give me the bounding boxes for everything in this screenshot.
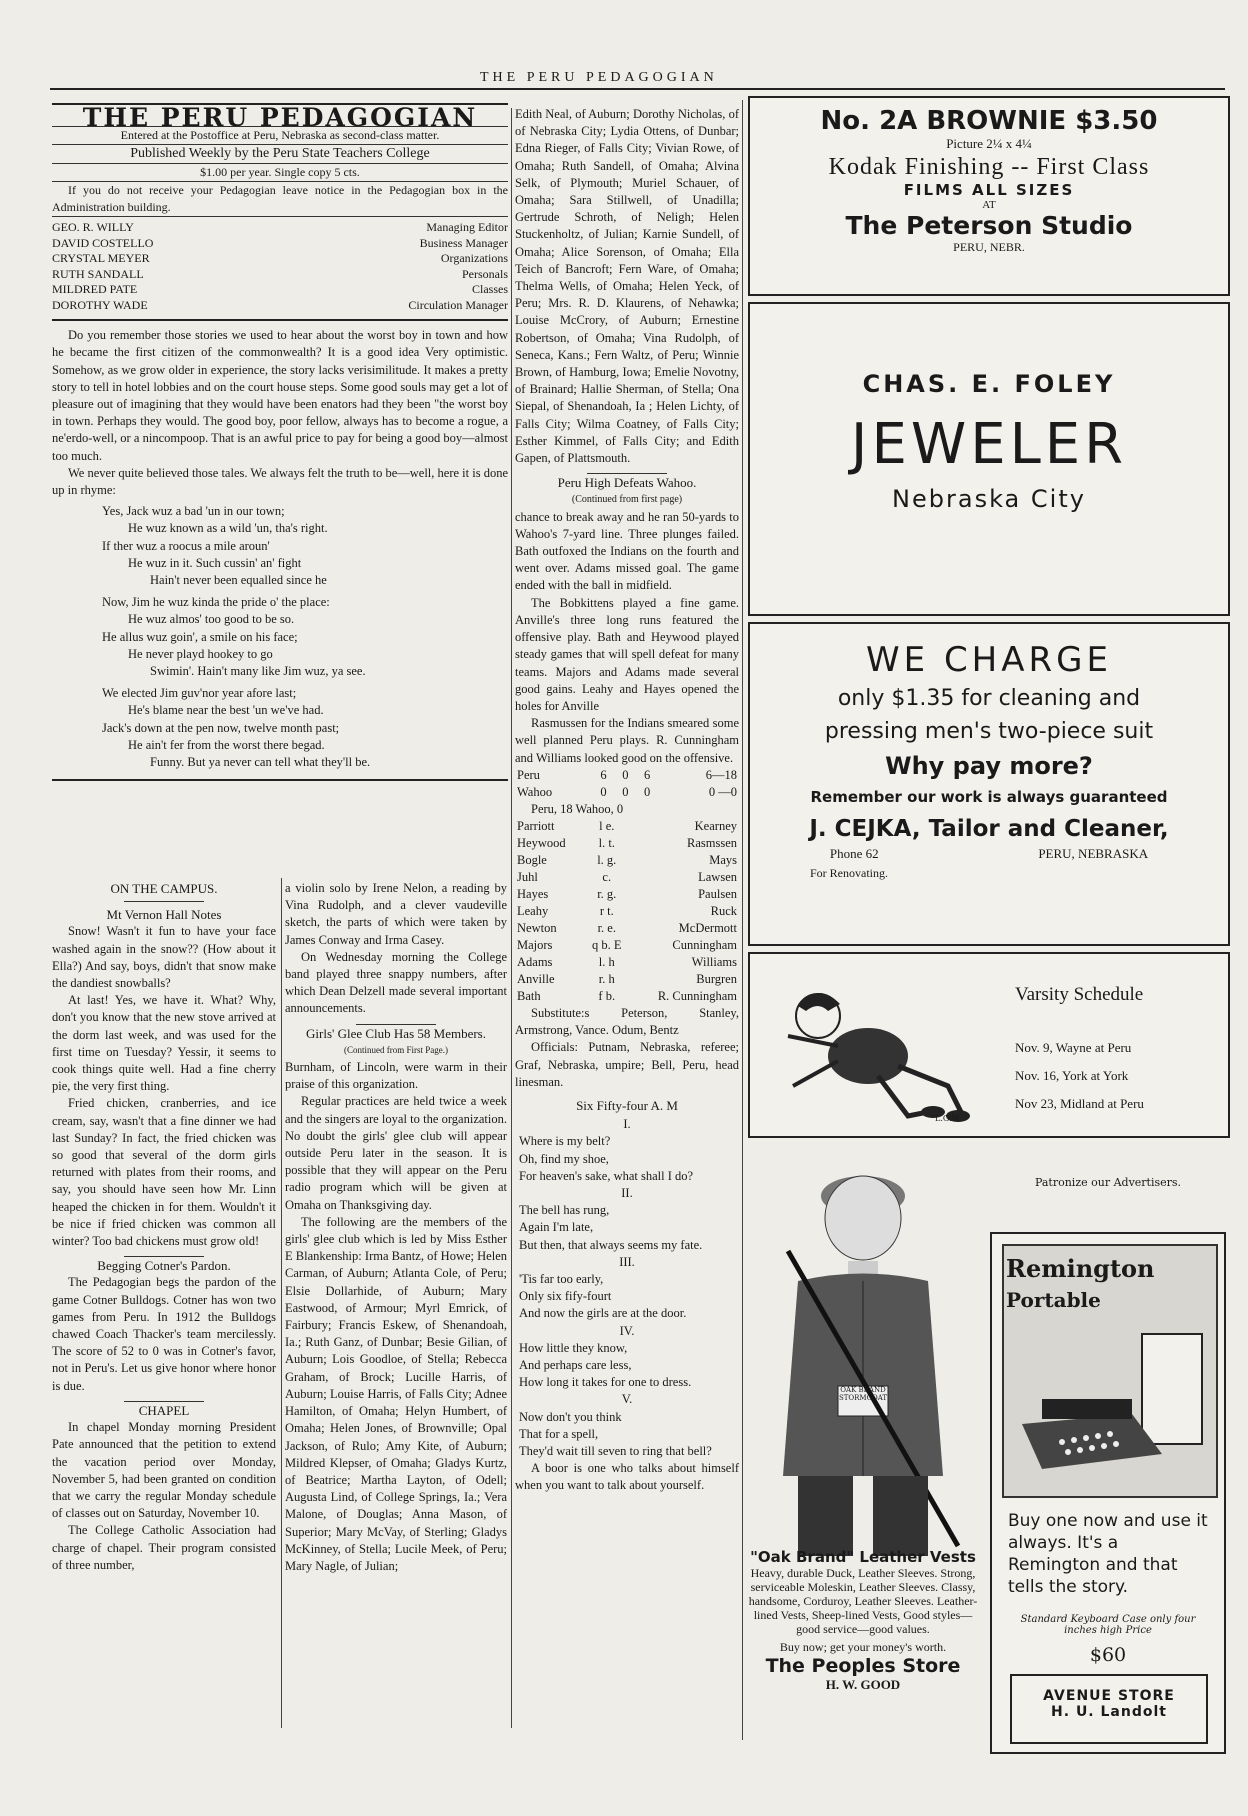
staff-name: DAVID COSTELLO [52, 235, 154, 250]
poem-line: Funny. But ya never can tell what they'll be. [150, 755, 371, 770]
poem-stanza [102, 503, 508, 589]
guarantee-line: Remember our work is always guaranteed [810, 788, 1168, 806]
lineup-row [515, 920, 739, 937]
campus-para-2: At last! Yes, we have it. What? Why, don't you know that the new stove arrived at the dorm last week, and was used for the first time on Tuesday? Yessir, it seems to cook things quite well. Had a fine cherry pie, the very first thing. [52, 993, 276, 1094]
lineup-position: r. e. [597, 920, 616, 935]
lineup-peru: Majors [517, 937, 553, 952]
col2-para-5: The following are the members of the girls' glee club which is led by Miss Esther E Blankenship: Irma Bantz, of Howe; Helen Carman, of Auburn; Atlanta Cole, of Peru; Elsie Dollarhide, of Auburn; Mary Eastwood, of Armour; Myrl Emrick, of Fairbury; Francis Eskew, of Shenandoah, Ia.; Ruth Ganz, of Dunbar; Besie Gilian, of Auburn; Lois Goodloe, of Stella; Rebecca Graham, of Brock; Lucille Harris, of Auburn; Louise Harris, of Falls City; Adnee Hamilton, of Omaha; Helyn Humbert, of Omaha; Helen Jones, of Brownville; Opal Jackson, of Rulo; Amy Kite, of Auburn; Mildred Klepser, of Omaha; Gladys Kurtz, of Beatrice; Martha Layton, of Odell; Augusta Lind, of College Springs, Ia.; Vera Malone, of Douglas; Anna Mason, of Superior; Mary McVay, of Sterling; Gladys McKinney, of Stella; Lucile Meek, of Peru; Mary Nagle, of Julian; [285, 1214, 507, 1573]
studio-name: The Peterson Studio [845, 211, 1133, 240]
poem-stanza [102, 594, 508, 680]
peoples-owner: H. W. GOOD [825, 1677, 901, 1692]
lineup-position: r. h [598, 971, 615, 986]
lineup-wahoo: Burgren [696, 971, 737, 986]
campus-para-1: Snow! Wasn't it fun to have your face washed again in the snow?? (How about it Ella?) And say, boys, didn't that snow make the dandiest snowballs? [52, 924, 276, 991]
campus-para-6: The College Catholic Association had charge of chapel. Their program consisted of three number, [52, 1523, 276, 1572]
lineup-row [515, 835, 739, 852]
brownie-sub: Picture 2¼ x 4¼ [946, 136, 1032, 151]
lineup-row [515, 852, 739, 869]
column-divider [742, 100, 743, 1740]
poem-line: If ther wuz a roocus a mile aroun' [102, 538, 270, 553]
lineup-position: r t. [599, 903, 614, 918]
masthead-block [52, 103, 508, 781]
masthead-published: Published Weekly by the Peru State Teachers College [130, 146, 430, 162]
stanza-number: V. [621, 1392, 633, 1407]
lineup-position: l. g. [597, 852, 617, 867]
poem-line: We elected Jim guv'nor year afore last; [102, 686, 297, 701]
poem-line: Only six fify-fourt [519, 1289, 612, 1304]
lineup-row [515, 971, 739, 988]
lineup-peru: Newton [517, 920, 557, 935]
poem-line: But then, that always seems my fate. [519, 1237, 703, 1252]
cejka-line-3: pressing men's two-piece suit [824, 719, 1154, 744]
lineup-wahoo: Paulsen [698, 886, 737, 901]
avenue-store: AVENUE STORE [1043, 1688, 1175, 1704]
lineup-row [515, 818, 739, 835]
poem-line: He's blame near the best 'un we've had. [128, 703, 324, 718]
col2-para-2: On Wednesday morning the College band played three snappy numbers, after which Dean Delzell made several important announcements. [285, 949, 507, 1016]
poem-line: Hain't never been equalled since he [150, 573, 327, 588]
lineup-peru: Heywood [517, 835, 566, 850]
staff-row [52, 267, 508, 283]
staff-role: Business Manager [419, 235, 508, 250]
col3-column [515, 106, 739, 1495]
chapel-heading: CHAPEL [138, 1402, 190, 1418]
patronize-line: Patronize our Advertisers. [1034, 1176, 1182, 1189]
poem-line: How little they know, [519, 1340, 628, 1355]
lineup-row [515, 886, 739, 903]
poem-line: Again I'm late, [519, 1220, 594, 1235]
glee-heading: Girls' Glee Club Has 58 Members. [306, 1025, 486, 1041]
remington-word: Remington [1006, 1254, 1155, 1283]
lineup-row [515, 954, 739, 971]
poem-line: Now, Jim he wuz kinda the pride o' the place: [102, 595, 330, 610]
column-divider [281, 878, 282, 1728]
staff-row [52, 282, 508, 298]
lineup-wahoo: Cunningham [672, 937, 737, 952]
lineup-wahoo: Ruck [710, 903, 737, 918]
poem-line: For heaven's sake, what shall I do? [519, 1168, 694, 1183]
game-continued: (Continued from first page) [571, 494, 683, 506]
campus-para-3: Fried chicken, cranberries, and ice cream, say, wasn't that a fine dinner we had last Sunday? In fact, the fried chicken was so good that several of the dorm girls returned with plates from their rooms, and say, you should have seen how Mr. Linn heaped the chicken in for them. Wouldn't it be nice if fried chicken was common all winter? Too bad chickens must grow old! [52, 1096, 276, 1249]
lineup-wahoo: Williams [691, 954, 737, 969]
stanza-number: I. [623, 1117, 631, 1132]
lineup-wahoo: Rasmssen [687, 835, 737, 850]
campus-para-4: The Pedagogian begs the pardon of the game Cotner Bulldogs. Cotner has won two games from Peru. In 1912 the Bulldogs chawed Coach Thacker's team mercilessly. The score of 52 to 0 was in Cotner's favor, not in Peru's. Let us give honor where honor is due. [52, 1275, 276, 1393]
score-cell: 0 [622, 767, 629, 782]
oak-buy-now: Buy now; get your money's worth. [779, 1640, 947, 1654]
masthead-notice: If you do not receive your Pedagogian leave notice in the Pedagogian box in the Administration building. [52, 182, 508, 215]
we-charge: WE CHARGE [866, 640, 1112, 680]
staff-row [52, 251, 508, 267]
masthead-entered: Entered at the Postoffice at Peru, Nebraska as second-class matter. [120, 128, 440, 143]
score-cell: 0 [622, 784, 629, 799]
masthead-price: $1.00 per year. Single copy 5 cts. [200, 164, 360, 179]
cejka-phone: Phone 62 [829, 846, 879, 861]
lineup-wahoo: Kearney [694, 818, 737, 833]
portable-word: Portable [1006, 1288, 1101, 1312]
lineup-position: f b. [598, 988, 616, 1003]
kodak-line: Kodak Finishing -- First Class [828, 154, 1150, 180]
remington-price: $60 [1089, 1644, 1127, 1666]
varsity-game: Nov 23, Midland at Peru [1015, 1096, 1144, 1111]
varsity-ad [748, 952, 1230, 1138]
score-cell: 6 [600, 767, 607, 782]
score-table [515, 767, 739, 801]
six-fifty-four-poem [515, 1116, 739, 1460]
poem-line: How long it takes for one to dress. [519, 1375, 692, 1390]
poem-line: Oh, find my shoe, [519, 1151, 609, 1166]
stanza-number: II. [621, 1185, 633, 1200]
poem-line: Yes, Jack wuz a bad 'un in our town; [102, 504, 285, 519]
stanza-number: IV. [619, 1323, 635, 1338]
score-row [515, 767, 739, 784]
at-line: AT [982, 199, 996, 211]
staff-role: Circulation Manager [408, 297, 508, 312]
poem-line: Now don't you think [519, 1409, 622, 1424]
peoples-store: The Peoples Store [765, 1655, 961, 1677]
campus-heading: ON THE CAMPUS. [110, 881, 218, 896]
staff-name: DOROTHY WADE [52, 297, 148, 312]
running-head: THE PERU PEDAGOGIAN [480, 70, 718, 85]
staff-name: MILDRED PATE [52, 282, 138, 297]
col3-para-3: The Bobkittens played a fine game. Anville's three long runs featured the offensive play. Bath and Heywood played steady games that will spell defeat for many teams. Majors and Adams made several good gains. Leahy and Hayes opened the holes for Anville [515, 595, 739, 713]
score-row [515, 784, 739, 801]
poem-line: Swimin'. Hain't many like Jim wuz, ya see. [150, 664, 366, 679]
lineup-peru: Leahy [517, 903, 549, 918]
poem-title: Six Fifty-four A. M [576, 1097, 678, 1113]
top-rule [50, 88, 1225, 90]
col3-para-4: Rasmussen for the Indians smeared some well planned Peru plays. R. Cunningham and Williams looked good on the offensive. [515, 716, 739, 765]
stormcoat-patch: OAK BRAND STORMCOAT [838, 1386, 888, 1402]
boor-saying: A boor is one who talks about himself when you want to talk about yourself. [515, 1461, 739, 1493]
lineup-peru: Hayes [517, 886, 549, 901]
varsity-game: Nov. 9, Wayne at Peru [1015, 1040, 1132, 1055]
brownie-title: No. 2A BROWNIE $3.50 [820, 106, 1158, 136]
score-cell: 0 [600, 784, 607, 799]
lineup-row [515, 903, 739, 920]
studio-town: PERU, NEBR. [953, 240, 1025, 254]
lineup-position: r. g. [597, 886, 617, 901]
remington-body: Buy one now and use it always. It's a Remington and that tells the story. [1008, 1511, 1208, 1597]
lineup-position: l. h [598, 954, 615, 969]
poem-stanza [102, 685, 508, 771]
score-cell: 0 —0 [708, 784, 737, 799]
staff-row [52, 298, 508, 314]
mt-vernon-heading: Mt Vernon Hall Notes [106, 907, 222, 923]
editorial-para-1: Do you remember those stories we used to hear about the worst boy in town and how he became the first citizen of the commonwealth? It is a good idea Very optimistic. Somehow, as we grow older in experience, the story lacks verisimilitude. It makes a pretty story to tell in hotel lobbies and on the court house steps. Some good souls may get a lot of pleasure out of imagining that they would have been enators had they been "the worst boy in town. Perhaps they would. The good boy, poor fellow, always has to become a rogue, a ne'erdo-well, or a nincompoop. That is an awful price to pay for being a good boy—almost too much. [52, 328, 508, 463]
poem-line: He wuz almos' too good to be so. [128, 612, 295, 627]
oak-title: "Oak Brand" Leather Vests [750, 1548, 976, 1566]
poem-line: He never playd hookey to go [128, 646, 273, 661]
films-line: FILMS ALL SIZES [903, 181, 1075, 199]
score-cell: Peru [517, 767, 540, 782]
cejka-town: PERU, NEBRASKA [1038, 846, 1149, 861]
poem-line: Jack's down at the pen now, twelve month past; [102, 720, 340, 735]
game-heading: Peru High Defeats Wahoo. [557, 475, 697, 491]
poem-line: They'd wait till seven to ring that bell? [519, 1444, 712, 1458]
foley-ad [748, 302, 1230, 616]
lineup-wahoo: R. Cunningham [657, 988, 737, 1003]
lineup-peru: Bogle [517, 852, 547, 867]
lineup-position: q b. E [592, 937, 622, 952]
lineup-peru: Anville [517, 971, 555, 986]
col3-para-1: Edith Neal, of Auburn; Dorothy Nicholas, of of Nebraska City; Lydia Ottens, of Dunbar; Edna Rieger, of Falls City; Vivian Rowe, of Omaha; Ruth Sandell, of Omaha; Alvina Selk, of Plymouth; Muriel Schauer, of Omaha; Sara Stillwell, of Unadilla; Gertrude Schroth, of Neligh; Helen Stuckenholtz, of Julian; Karnie Sundell, of Omaha; Alice Sorenson, of Omaha; Ella Teich of Bancroft; Fern Ware, of Omaha; Thelma Wells, of Omaha; Helen Yeck, of Peru; Mrs. R. D. Klaurens, of Nehawka; Louise McCrory, of Auburn; Ernestine Robertson, of Omaha; Vina Rudolph, of Seneca, Kans.; Fern Waltz, of Peru; Winnie Brown, of Hamburg, Iowa; Emelie Novotny, of Brainard; Hallie Sherman, of Stella; Ona Siepal, of Shenandoah, Ia ; Helen Lichty, of Falls City; Wilma Coatney, of Falls City; Esther Kimmel, of Falls City; and Edith Gapen, of Plattsmouth. [515, 107, 739, 466]
staff-role: Managing Editor [426, 220, 508, 235]
lineup-position: l. t. [598, 835, 615, 850]
glee-continued: (Continued from First Page.) [344, 1044, 448, 1055]
poem-line: 'Tis far too early, [519, 1271, 604, 1286]
col3-para-2: chance to break away and he ran 50-yards to Wahoo's 7-yard line. Three plunges failed. Bath outfoxed the Indians on the fourth and went over. Adams missed goal. The game ended with the ball in midfield. [515, 509, 739, 593]
cejka-ad [748, 622, 1230, 946]
lineup-table [515, 818, 739, 1005]
lineup-position: l e. [599, 818, 615, 833]
staff-name: GEO. R. WILLY [52, 220, 134, 235]
rhyme-poem [52, 503, 508, 771]
man-illustration [758, 1156, 968, 1556]
substitutes: Substitute:s Peterson, Stanley, Armstrong, Vance. Odum, Bentz [515, 1005, 739, 1038]
cejka-name: J. CEJKA, Tailor and Cleaner, [809, 816, 1169, 842]
landolt-name: H. U. Landolt [1051, 1704, 1167, 1720]
campus-para-5: In chapel Monday morning President Pate announced that the petition to extend the vacation period over Monday, November 5, had been granted on condition that we carry the regular Monday schedule of classes out on Saturday, November 10. [52, 1420, 276, 1521]
cejka-line-2: only $1.35 for cleaning and [837, 686, 1141, 711]
lineup-row [515, 869, 739, 886]
remington-ad [990, 1232, 1226, 1754]
varsity-games [1015, 1034, 1144, 1118]
varsity-game: Nov. 16, York at York [1015, 1068, 1129, 1083]
poem-line: Where is my belt? [519, 1134, 611, 1149]
artist-initials: L.G.W. [935, 1114, 961, 1123]
score-cell: 0 [644, 784, 651, 799]
staff-row [52, 220, 508, 236]
glee-column [285, 880, 507, 1575]
lineup-wahoo: McDermott [678, 920, 737, 935]
staff-name: RUTH SANDALL [52, 266, 144, 281]
score-cell: 6 [644, 767, 651, 782]
lineup-wahoo: Lawsen [698, 869, 737, 884]
varsity-title: Varsity Schedule [1015, 984, 1144, 1005]
col2-para-1: a violin solo by Irene Nelon, a reading by Vina Rudolph, and a clever vaudeville sketch, the parts of which were taken by James Conway and Irma Casey. [285, 881, 507, 947]
campus-column [52, 880, 276, 1574]
staff-role: Organizations [440, 251, 508, 266]
renovating-line: For Renovating. [810, 866, 888, 880]
lineup-peru: Juhl [517, 869, 538, 884]
poem-line: And now the girls are at the door. [519, 1306, 687, 1321]
masthead-title: THE PERU PEDAGOGIAN [82, 103, 478, 132]
cotner-heading: Begging Cotner's Pardon. [97, 1258, 231, 1274]
lineup-peru: Parriott [517, 818, 555, 833]
stanza-number: III. [619, 1254, 635, 1269]
staff-role: Classes [472, 282, 508, 297]
lineup-peru: Adams [517, 954, 553, 969]
runner-illustration [758, 976, 978, 1126]
lineup-row [515, 937, 739, 954]
foley-name: CHAS. E. FOLEY [862, 370, 1116, 398]
lineup-wahoo: Mays [709, 852, 737, 867]
poem-line: He ain't fer from the worst there begad. [128, 737, 325, 752]
remington-fine-print: Standard Keyboard Case only four inches high Price [1020, 1614, 1196, 1636]
lineup-position: c. [602, 869, 612, 884]
officials: Officials: Putnam, Nebraska, referee; Graf, Nebraska, umpire; Bell, Peru, head linesman. [515, 1040, 739, 1089]
jeweler-word: JEWELER [850, 412, 1128, 477]
editorial-para-2: We never quite believed those tales. We always felt the truth to be—well, here it is done up in rhyme: [52, 465, 508, 498]
poem-line: That for a spell, [519, 1426, 599, 1441]
brownie-ad [748, 96, 1230, 296]
foley-town: Nebraska City [892, 485, 1086, 513]
poem-line: He allus wuz goin', a smile on his face; [102, 629, 298, 644]
lineup-peru: Bath [517, 988, 541, 1003]
column-divider [511, 108, 512, 1728]
poem-line: He wuz known as a wild 'un, tha's right. [128, 521, 328, 536]
staff-list [52, 220, 508, 313]
lineup-row [515, 988, 739, 1005]
staff-role: Personals [462, 266, 508, 281]
score-cell: 6—18 [705, 767, 737, 782]
why-pay-more: Why pay more? [885, 752, 1093, 780]
typewriter-illustration [1012, 1324, 1212, 1484]
oak-brand-ad [748, 1146, 978, 1746]
col2-para-3: Burnham, of Lincoln, were warm in their praise of this organization. [285, 1060, 507, 1092]
poem-line: And perhaps care less, [519, 1357, 632, 1372]
oak-body: Heavy, durable Duck, Leather Sleeves. Strong, serviceable Moleskin, Leather Sleeves. Classy, handsome, Corduroy, Leather Sleeves. Leather-lined Vests, Sheep-lined Vests, Good styles—good service—good values. [748, 1566, 978, 1636]
col2-para-4: Regular practices are held twice a week and the singers are loyal to the organization. No doubt the girls' glee club will appear outside Peru later in the season. It is possible that they will appear on the Peru radio program which will be given at Omaha on Thanksgiving day. [285, 1094, 507, 1212]
poem-line: The bell has rung, [519, 1203, 610, 1218]
poem-line: He wuz in it. Such cussin' an' fight [128, 555, 302, 570]
staff-name: CRYSTAL MEYER [52, 251, 150, 266]
staff-row [52, 236, 508, 252]
score-cell: Wahoo [517, 784, 553, 799]
score-line: Peru, 18 Wahoo, 0 [531, 801, 624, 816]
